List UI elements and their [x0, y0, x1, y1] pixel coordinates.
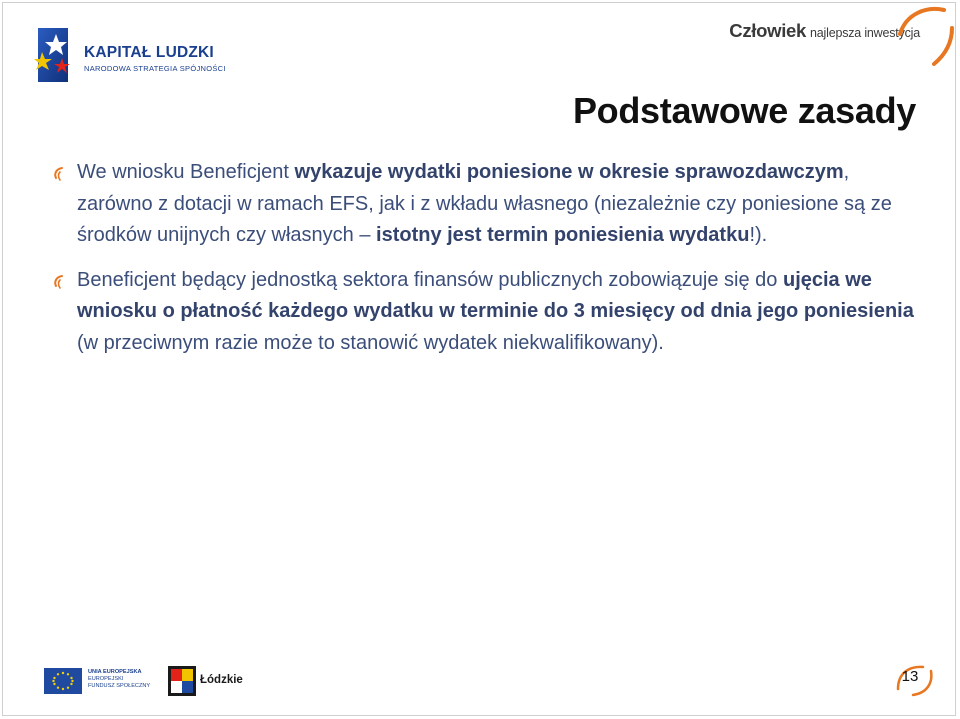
bullet-item-2: [52, 265, 914, 360]
bullet-1-seg-4: !).: [749, 224, 768, 246]
orange-swoosh-icon: [896, 4, 956, 68]
bullet-1-seg-1: wykazuje wydatki poniesione w okresie sprawozdawczym: [294, 161, 844, 183]
bullet-2-seg-0: Beneficjent będący jednostką sektora finansów publicznych zobowiązuje się do: [77, 268, 783, 291]
eu-logo-text: [88, 669, 150, 690]
czlowiek-title: Człowiek: [729, 20, 807, 41]
eu-line-2: EUROPEJSKI: [88, 676, 124, 682]
bullet-2-seg-2: (w przeciwnym razie może to stanowić wydatek niekwalifikowany).: [77, 331, 664, 354]
bullet-swirl-icon: [52, 166, 66, 182]
eu-line-1: UNIA EUROPEJSKA: [88, 669, 142, 675]
lodzkie-emblem-icon: [168, 666, 196, 696]
kapital-ludzki-logo: [34, 22, 234, 92]
bullet-item-1: [52, 157, 914, 252]
bullet-1-seg-0: We wniosku Beneficjent: [77, 161, 295, 183]
bullet-1-seg-2: , zarówno z dotacji w ramach EFS, jak i z wkładu własnego (niezależnie czy poniesione są ze środków unijnych czy własnych –: [77, 161, 892, 246]
czlowiek-logo: [729, 20, 920, 42]
bullet-swirl-icon: [52, 274, 66, 290]
eu-logo: [44, 666, 149, 696]
kapital-ludzki-subtitle: NARODOWA STRATEGIA SPÓJNOŚCI: [84, 64, 226, 73]
czlowiek-subtitle: najlepsza inwestycja: [810, 26, 920, 40]
kapital-ludzki-emblem-icon: [34, 22, 78, 88]
eu-flag-icon: [44, 668, 82, 694]
bullet-list: [52, 157, 914, 359]
kapital-ludzki-title: KAPITAŁ LUDZKI: [84, 44, 214, 61]
bullet-1-seg-3: istotny jest termin poniesienia wydatku: [376, 224, 750, 246]
bullet-2-seg-1: ujęcia we wniosku o płatność każdego wydatku w terminie do 3 miesięcy od dnia jego poniesienia: [77, 268, 914, 322]
eu-line-3: FUNDUSZ SPOŁECZNY: [88, 683, 151, 689]
lodzkie-label: Łódzkie: [200, 674, 243, 686]
page-number-text: 13: [901, 668, 919, 685]
page-number: [895, 663, 935, 697]
slide-title: Podstawowe zasady: [572, 90, 916, 131]
